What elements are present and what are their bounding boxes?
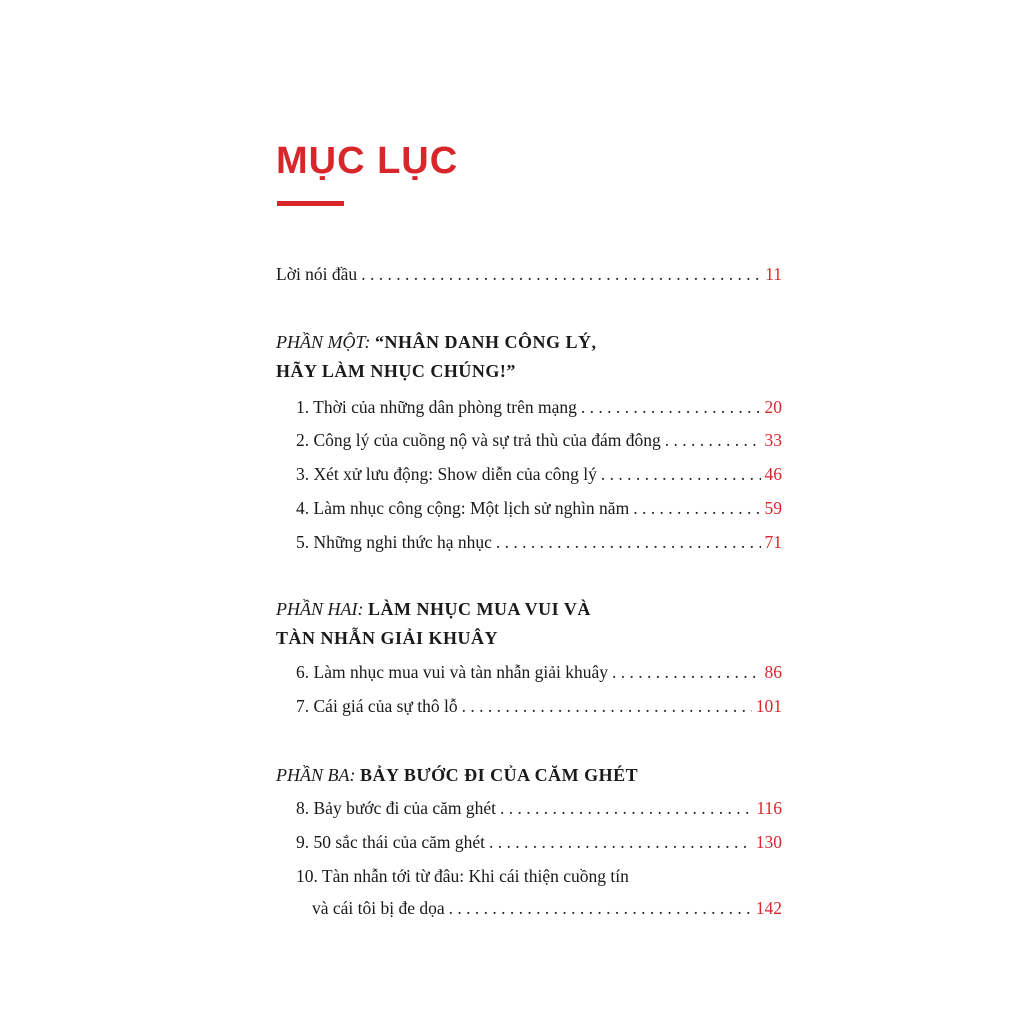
toc-entry[interactable] [296,534,782,552]
entry-label: Lời nói đầu [276,264,358,284]
part-label: PHẦN HAI: [276,599,364,619]
dot-leader [462,698,752,716]
part-heading-3 [276,766,638,784]
dot-leader [489,834,752,852]
dot-leader [601,466,761,484]
entry-label: 4. Làm nhục công cộng: Một lịch sử nghìn năm [296,498,630,518]
toc-entry[interactable] [296,834,782,852]
entry-label: 2. Công lý của cuồng nộ và sự trả thù của đám đông [296,430,661,450]
entry-label: 3. Xét xử lưu động: Show diễn của công lý [296,464,597,484]
toc-entry[interactable] [312,900,782,918]
toc-entry[interactable] [296,466,782,484]
dot-leader [633,500,760,518]
dot-leader [496,534,761,552]
entry-page-number: 101 [755,696,782,716]
entry-label: và cái tôi bị đe dọa [312,898,445,918]
entry-page-number: 71 [764,532,782,552]
dot-leader [449,900,752,918]
toc-entry-line1[interactable]: 10. Tàn nhẫn tới từ đâu: Khi cái thiện cuồng tín [296,866,629,886]
entry-label: 5. Những nghi thức hạ nhục [296,532,492,552]
part-title: BẢY BƯỚC ĐI CỦA CĂM GHÉT [359,765,639,785]
entry-label: 8. Bảy bước đi của căm ghét [296,798,496,818]
dot-leader [665,432,761,450]
entry-page-number: 86 [764,662,782,682]
part-title-line2: TÀN NHẪN GIẢI KHUÂY [276,628,499,648]
toc-entry[interactable] [296,432,782,450]
entry-label: 9. 50 sắc thái của căm ghét [296,832,486,852]
part-heading-2 [276,600,591,618]
entry-page-number: 20 [764,397,782,417]
dot-leader [612,664,760,682]
toc-entry[interactable] [296,500,782,518]
dot-leader [581,399,761,417]
entry-page-number: 33 [764,430,782,450]
entry-page-number: 116 [756,798,782,818]
dot-leader [361,266,761,284]
part-heading-1 [276,333,597,351]
entry-page-number: 142 [755,898,782,918]
entry-label: 7. Cái giá của sự thô lỗ [296,696,458,716]
title-underline [277,201,344,206]
part-label: PHẦN BA: [276,765,356,785]
entry-label: 1. Thời của những dân phòng trên mạng [296,397,577,417]
page-title: MỤC LỤC [276,140,459,182]
part-title: “NHÂN DANH CÔNG LÝ, [375,332,597,352]
part-title: LÀM NHỤC MUA VUI VÀ [367,599,591,619]
toc-entry[interactable] [296,664,782,682]
entry-page-number: 46 [764,464,782,484]
toc-entry[interactable] [296,698,782,716]
entry-page-number: 11 [765,264,782,284]
dot-leader [500,800,752,818]
part-label: PHẦN MỘT: [276,332,371,352]
toc-entry-preface[interactable] [276,266,782,284]
toc-entry[interactable] [296,800,782,818]
entry-page-number: 130 [755,832,782,852]
toc-entry[interactable] [296,399,782,417]
entry-page-number: 59 [764,498,782,518]
entry-label: 6. Làm nhục mua vui và tàn nhẫn giải khuây [296,662,609,682]
part-title-line2: HÃY LÀM NHỤC CHÚNG!” [276,361,516,381]
